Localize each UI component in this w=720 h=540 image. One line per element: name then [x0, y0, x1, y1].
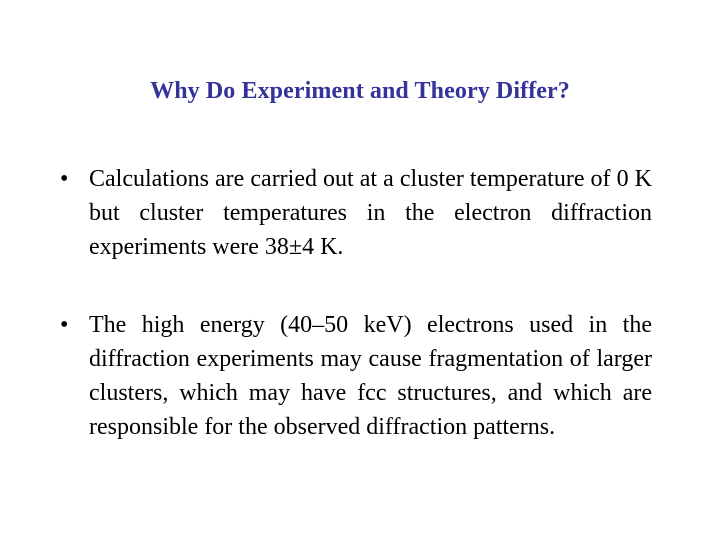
bullet-point-icon: •: [60, 166, 69, 192]
bullet-item: [60, 162, 652, 264]
bullet-text: The high energy (40–50 keV) electrons used in the diffraction experiments may cause fragmentation of larger clusters, which may have fcc structures, and which are responsible for the observed diffraction patterns.: [89, 312, 652, 440]
bullet-point-icon: •: [60, 312, 69, 338]
slide-title: Why Do Experiment and Theory Differ?: [150, 78, 570, 104]
bullet-text: Calculations are carried out at a cluster temperature of 0 K but cluster temperatures in the electron diffraction experiments were 38±4 K.: [89, 166, 652, 260]
bullet-item: [60, 308, 652, 444]
